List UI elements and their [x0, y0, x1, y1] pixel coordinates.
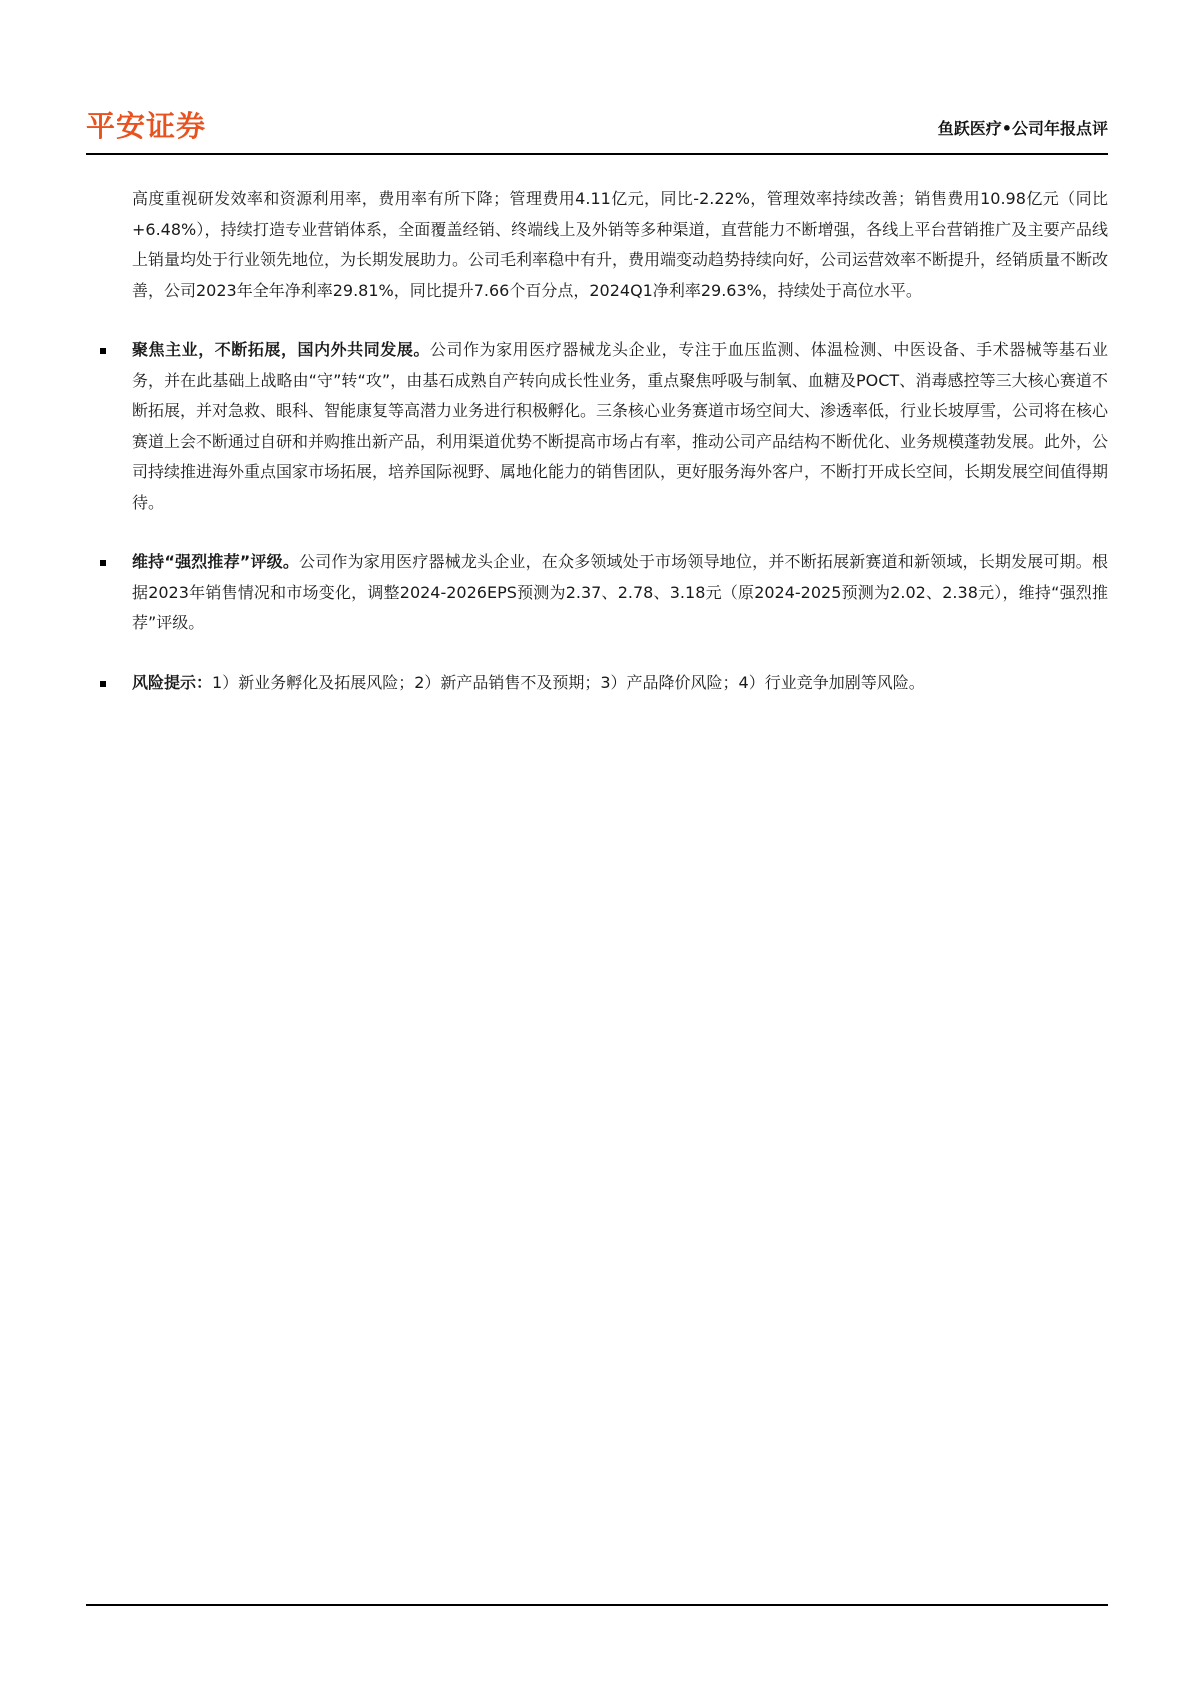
- square-bullet-icon: [100, 681, 106, 687]
- footer-divider: [86, 1604, 1108, 1606]
- report-title: 鱼跃医疗•公司年报点评: [937, 119, 1108, 138]
- header-divider: [86, 153, 1108, 155]
- bullet-item-rating: [132, 547, 1108, 639]
- report-body: [86, 184, 1108, 727]
- intro-paragraph: 高度重视研发效率和资源利用率，费用率有所下降；管理费用4.11亿元，同比-2.22%，管理效率持续改善；销售费用10.98亿元（同比+6.48%），持续打造专业营销体系，全面覆盖经销、终端线上及外销等多种渠道，直营能力不断增强，各线上平台营销推广及主要产品线上销量均处于行业领先地位，为长期发展助力。公司毛利率稳中有升，费用端变动趋势持续向好，公司运营效率不断提升，经销质量不断改善，公司2023年全年净利率29.81%，同比提升7.66个百分点，2024Q1净利率29.63%，持续处于高位水平。: [132, 189, 1109, 300]
- square-bullet-icon: [100, 560, 106, 566]
- square-bullet-icon: [100, 348, 106, 354]
- bullet-text: 公司作为家用医疗器械龙头企业，在众多领域处于市场领导地位，并不断拓展新赛道和新领域，长期发展可期。根据2023年销售情况和市场变化，调整2024-2026EPS预测为2.37、2.78、3.18元（原2024-2025预测为2.02、2.38元），维持“强烈推荐”评级。: [132, 552, 1108, 632]
- bullet-text: 1）新业务孵化及拓展风险；2）新产品销售不及预期；3）产品降价风险；4）行业竞争加剧等风险。: [212, 672, 925, 692]
- bullet-text: 公司作为家用医疗器械龙头企业，专注于血压监测、体温检测、中医设备、手术器械等基石业务，并在此基础上战略由“守”转“攻”，由基石成熟自产转向成长性业务，重点聚焦呼吸与制氧、血糖及POCT、消毒感控等三大核心赛道不断拓展，并对急救、眼科、智能康复等高潜力业务进行积极孵化。三条核心业务赛道市场空间大、渗透率低，行业长坡厚雪，公司将在核心赛道上会不断通过自研和并购推出新产品，利用渠道优势不断提高市场占有率，推动公司产品结构不断优化、业务规模蓬勃发展。此外，公司持续推进海外重点国家市场拓展，培养国际视野、属地化能力的销售团队，更好服务海外客户，不断打开成长空间，长期发展空间值得期待。: [132, 340, 1109, 512]
- bullet-lead: 聚焦主业，不断拓展，国内外共同发展。: [132, 340, 430, 359]
- bullet-item-risk: [132, 668, 1108, 699]
- bullet-item-main-business: [132, 335, 1108, 518]
- bullet-lead: 维持“强烈推荐”评级。: [132, 552, 300, 571]
- bullet-lead: 风险提示：: [132, 672, 213, 692]
- brand-logo: 平安证券: [86, 109, 207, 143]
